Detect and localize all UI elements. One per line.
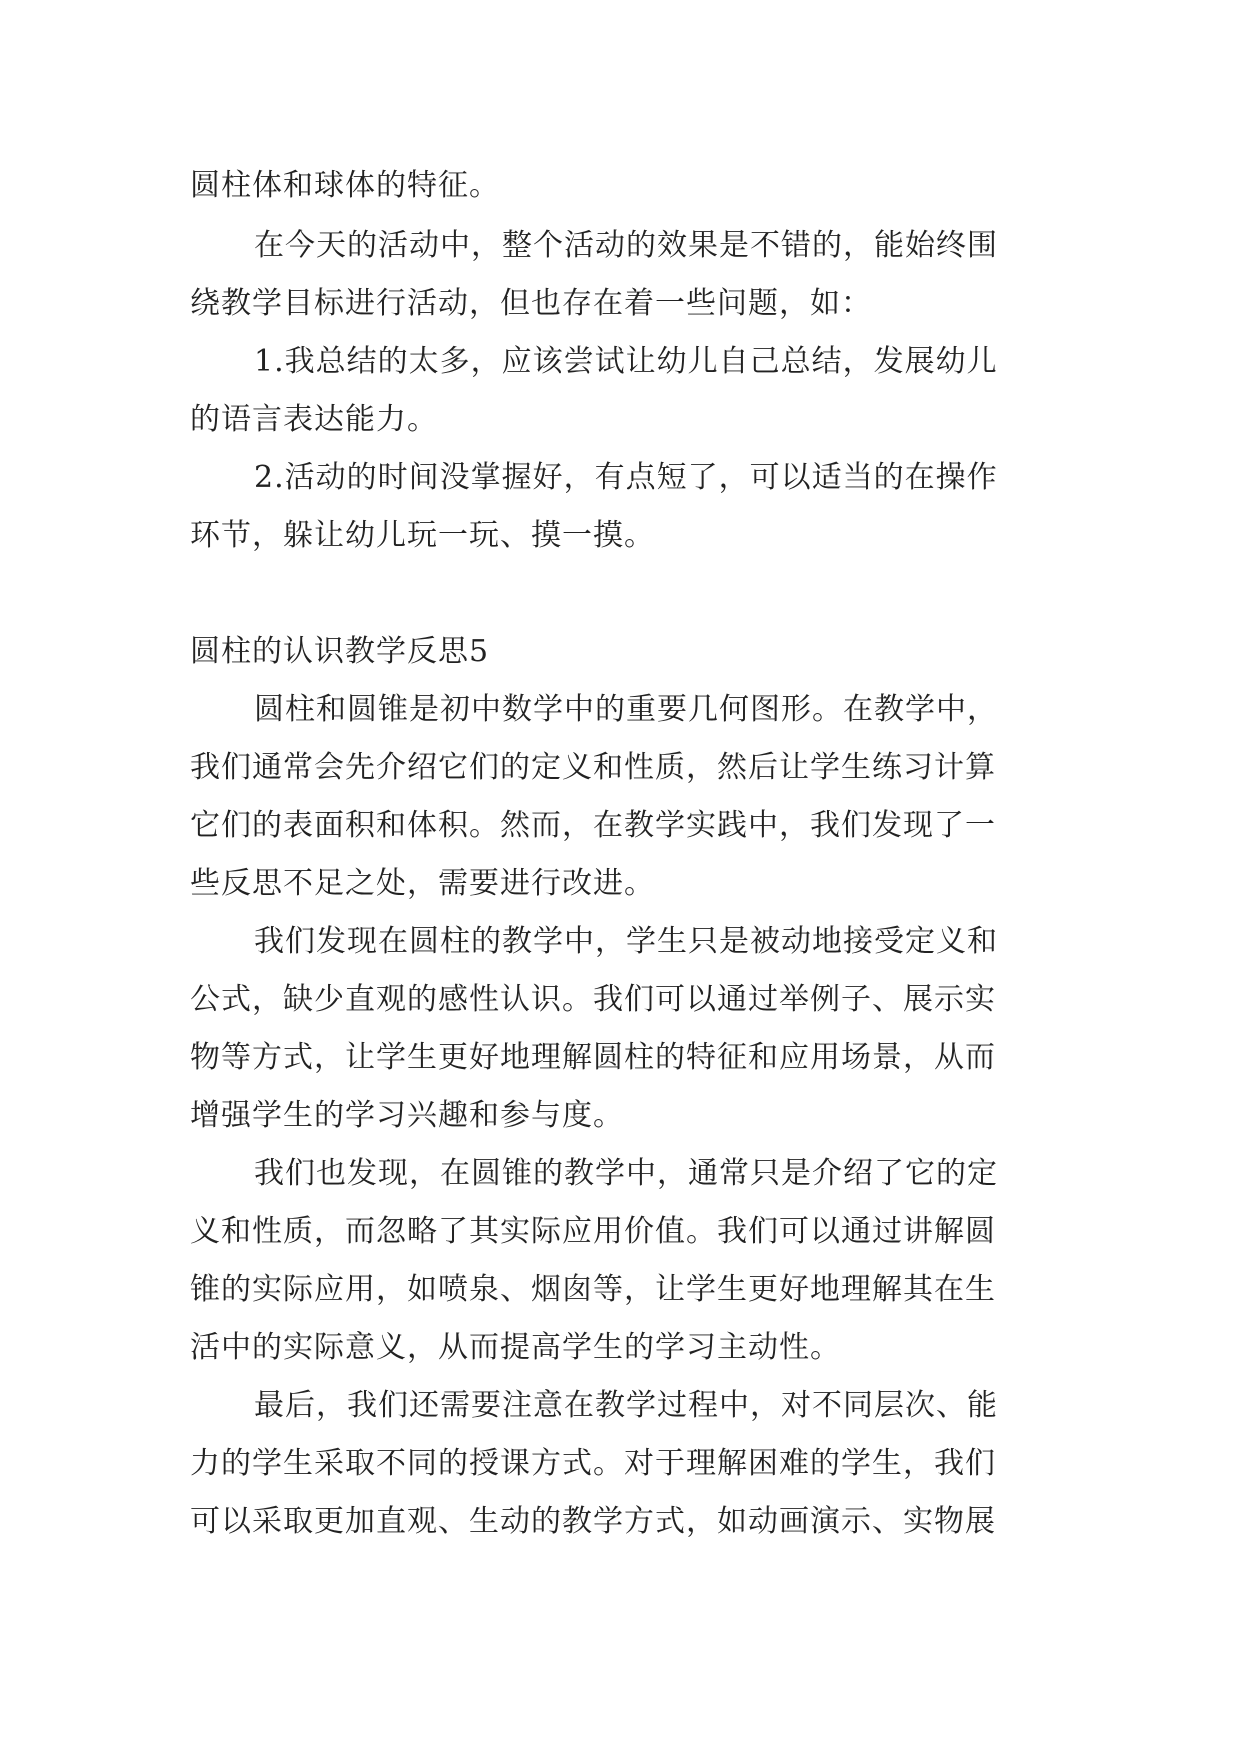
text-line: 绕教学目标进行活动，但也存在着一些问题，如： bbox=[190, 286, 872, 321]
list-item-2: 2.活动的时间没掌握好，有点短了，可以适当的在操作 bbox=[254, 460, 998, 495]
text-line: 我们通常会先介绍它们的定义和性质，然后让学生练习计算 bbox=[190, 750, 996, 785]
text-line: 圆柱体和球体的特征。 bbox=[190, 168, 500, 203]
text-line: 最后，我们还需要注意在教学过程中，对不同层次、能 bbox=[254, 1388, 998, 1423]
text-line: 物等方式，让学生更好地理解圆柱的特征和应用场景，从而 bbox=[190, 1040, 996, 1075]
text-line: 锥的实际应用，如喷泉、烟囱等，让学生更好地理解其在生 bbox=[190, 1272, 996, 1307]
text-line: 我们也发现，在圆锥的教学中，通常只是介绍了它的定 bbox=[254, 1156, 998, 1191]
text-line: 我们发现在圆柱的教学中，学生只是被动地接受定义和 bbox=[254, 924, 998, 959]
section-heading: 圆柱的认识教学反思5 bbox=[190, 634, 490, 669]
text-line: 在今天的活动中，整个活动的效果是不错的，能始终围 bbox=[254, 228, 998, 263]
text-line: 活中的实际意义，从而提高学生的学习主动性。 bbox=[190, 1330, 841, 1365]
text-line: 增强学生的学习兴趣和参与度。 bbox=[190, 1098, 624, 1133]
text-line: 义和性质，而忽略了其实际应用价值。我们可以通过讲解圆 bbox=[190, 1214, 996, 1249]
list-item-1: 1.我总结的太多，应该尝试让幼儿自己总结，发展幼儿 bbox=[254, 344, 998, 379]
text-line: 环节，躲让幼儿玩一玩、摸一摸。 bbox=[190, 518, 655, 553]
text-line: 力的学生采取不同的授课方式。对于理解困难的学生，我们 bbox=[190, 1446, 996, 1481]
text-line: 圆柱和圆锥是初中数学中的重要几何图形。在教学中， bbox=[254, 692, 998, 727]
text-line: 些反思不足之处，需要进行改进。 bbox=[190, 866, 655, 901]
text-line: 的语言表达能力。 bbox=[190, 402, 438, 437]
text-line: 可以采取更加直观、生动的教学方式，如动画演示、实物展 bbox=[190, 1504, 996, 1539]
text-line: 它们的表面积和体积。然而，在教学实践中，我们发现了一 bbox=[190, 808, 996, 843]
text-line: 公式，缺少直观的感性认识。我们可以通过举例子、展示实 bbox=[190, 982, 996, 1017]
